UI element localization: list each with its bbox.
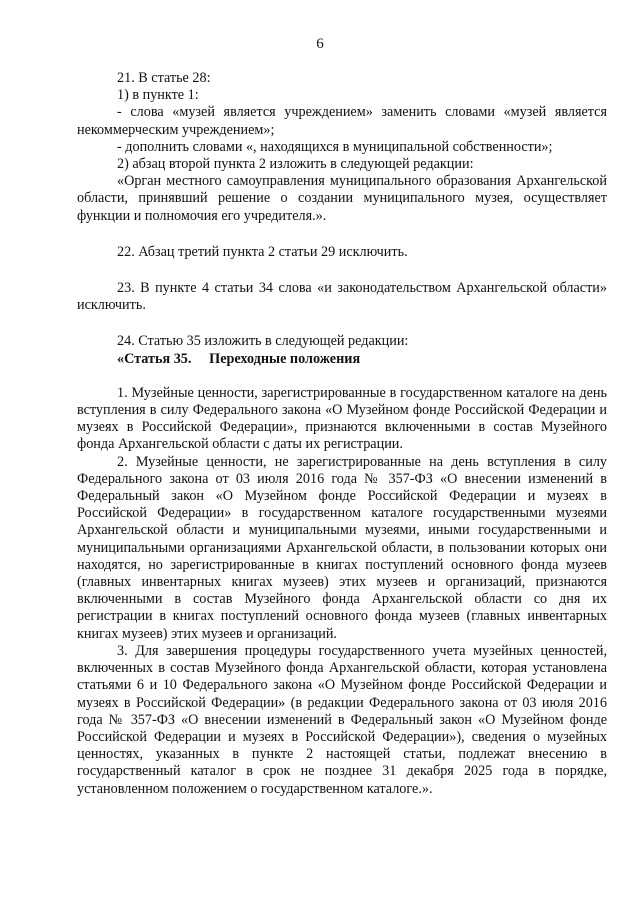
paragraph-23: 23. В пункте 4 статьи 34 слова «и законодательством Архангельской области» исключить. [77,280,607,314]
article-35-point-3: 3. Для завершения процедуры государственного учета музейных ценностей, включенных в состав Музейного фонда Архангельской области, которая установлена статьями 6 и 10 Федерального закона «О Музейном фонде Российской Федерации и музеях в Российской Федерации» (в редакции Федерального закона от 03 июля 2016 года № 357-ФЗ «О внесении изменений в Федеральный закон «О Музейном фонде Российской Федерации и музеях в Российской Федерации»), сведения о музейных ценностях, указанных в пункте 2 настоящей статьи, подлежат внесению в государственный каталог в срок не позднее 31 декабря 2025 года в порядке, установленном положением о государственном каталоге.». [77,642,607,797]
paragraph-21-quote: «Орган местного самоуправления муниципального образования Архангельской области, принявший решение о создании муниципального музея, осуществляет функции и полномочия его учредителя.». [77,173,607,224]
paragraph-21-item-1: 1) в пункте 1: [117,87,199,104]
paragraph-22: 22. Абзац третий пункта 2 статьи 29 исключить. [117,243,408,260]
article-35-point-1: 1. Музейные ценности, зарегистрированные в государственном каталоге на день вступления в силу Федерального закона «О Музейном фонде Российской Федерации и музеях в Российской Федерации», признаются включенными в состав Музейного фонда Архангельской области с даты их регистрации. [77,384,607,453]
paragraph-21-item-2: 2) абзац второй пункта 2 изложить в следующей редакции: [117,156,474,173]
paragraph-24: 24. Статью 35 изложить в следующей редакции: [117,333,409,350]
paragraph-21-add-words: - дополнить словами «, находящихся в муниципальной собственности»; [117,138,553,155]
article-35-point-2: 2. Музейные ценности, не зарегистрированные на день вступления в силу Федерального закона от 03 июля 2016 года № 357-ФЗ «О внесении изменений в Федеральный закон «О Музейном фонде Российской Федерации и музеях в Российской Федерации» в государственном каталоге государственными музеями Архангельской области и муниципальными музеями, иными государственными и муниципальными организациями Архангельской области, в пользовании которых они находятся, но зарегистрированные в книгах поступлений основного фонда музеев (главных инвентарных книгах музеев) этих музеев и организаций, признаются включенными в состав Музейного фонда Архангельской области со дня их регистрации в книгах поступлений основного фонда музеев (главных инвентарных книгах музеев) этих музеев и организаций. [77,453,607,642]
document-body [77,70,607,798]
paragraph-21: 21. В статье 28: [117,70,211,86]
paragraph-21-replace-words: - слова «музей является учреждением» заменить словами «музей является некоммерческим учреждением»; [77,104,607,138]
page-number: 6 [316,36,324,52]
article-35-heading: «Статья 35. Переходные положения [117,350,361,367]
